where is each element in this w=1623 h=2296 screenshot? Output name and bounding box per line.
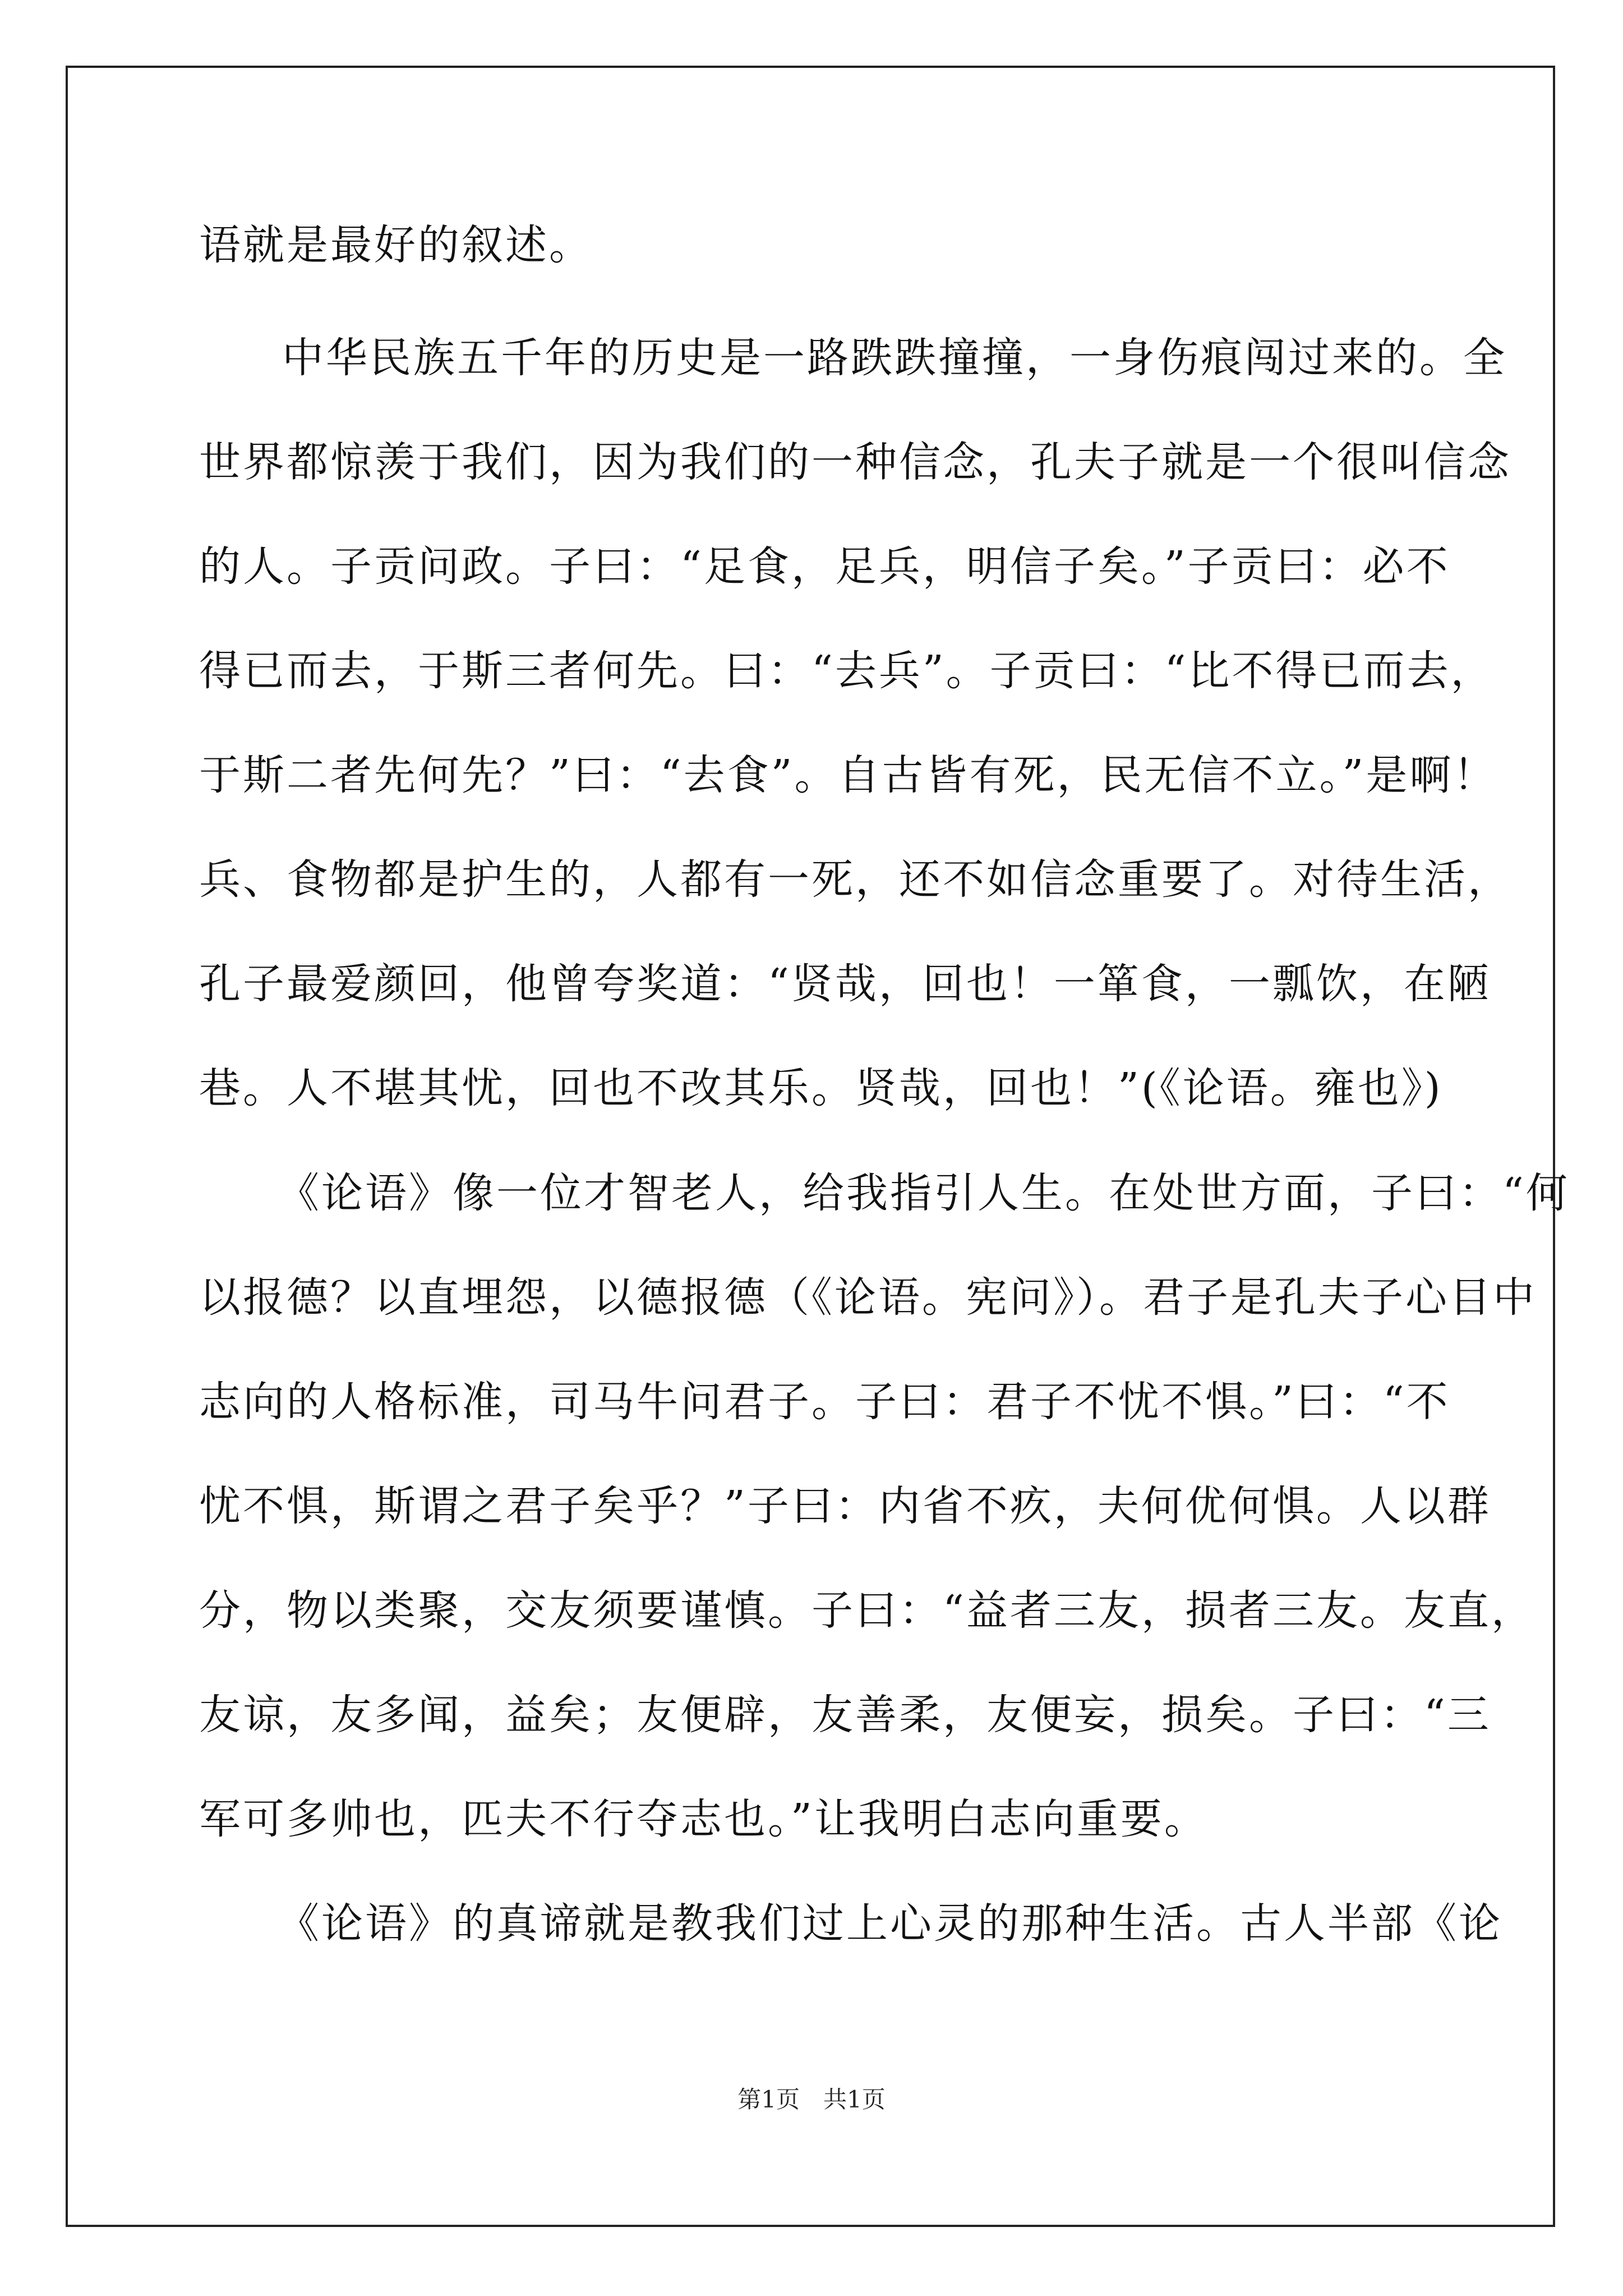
text-line: 语就是最好的叙述。 — [199, 221, 593, 269]
text-line: 世界都惊羡于我们，因为我们的一种信念，孔夫子就是一个很叫信念 — [199, 438, 1511, 486]
text-line: 巷。人不堪其忧，回也不改其乐。贤哉，回也！”(《论语。雍也》) — [199, 1064, 1443, 1112]
paragraph-start-line: 《论语》的真谛就是教我们过上心灵的那种生活。古人半部《论 — [278, 1899, 1502, 1948]
paragraph-start-line: 《论语》像一位才智老人，给我指引人生。在处世方面，子曰：“何 — [278, 1169, 1570, 1217]
text-line: 孔子最爱颜回，他曾夸奖道：“贤哉，回也！一箪食，一瓢饮，在陋 — [199, 960, 1491, 1008]
page-footer: 第1页 共1页 — [737, 2086, 886, 2113]
text-line: 于斯二者先何先？”曰：“去食”。自古皆有死，民无信不立。”是啊！ — [199, 751, 1497, 799]
text-line: 兵、食物都是护生的，人都有一死，还不如信念重要了。对待生活， — [199, 855, 1511, 904]
text-line: 得已而去，于斯三者何先。曰：“去兵”。子贡曰：“比不得已而去， — [199, 647, 1495, 695]
paragraph-start-line: 中华民族五千年的历史是一路跌跌撞撞，一身伤痕闯过来的。全 — [282, 334, 1507, 382]
text-line: 以报德？以直埋怨，以德报德（《论语。宪问》）。君子是孔夫子心目中 — [199, 1273, 1537, 1322]
text-line: 分，物以类聚，交友须要谨慎。子曰：“益者三友，损者三友。友直， — [199, 1586, 1535, 1635]
text-line: 忧不惧，斯谓之君子矣乎？”子曰：内省不疚，夫何优何惧。人以群 — [199, 1482, 1491, 1530]
text-line: 志向的人格标准，司马牛问君子。子曰：君子不忧不惧。”曰：“不 — [199, 1378, 1450, 1426]
text-line: 的人。子贡问政。子曰：“足食，足兵，明信子矣。”子贡曰：必不 — [199, 542, 1450, 591]
text-line: 军可多帅也，匹夫不行夺志也。”让我明白志向重要。 — [199, 1795, 1208, 1843]
text-line: 友谅，友多闻，益矣；友便辟，友善柔，友便妄，损矣。子曰：“三 — [199, 1691, 1491, 1739]
